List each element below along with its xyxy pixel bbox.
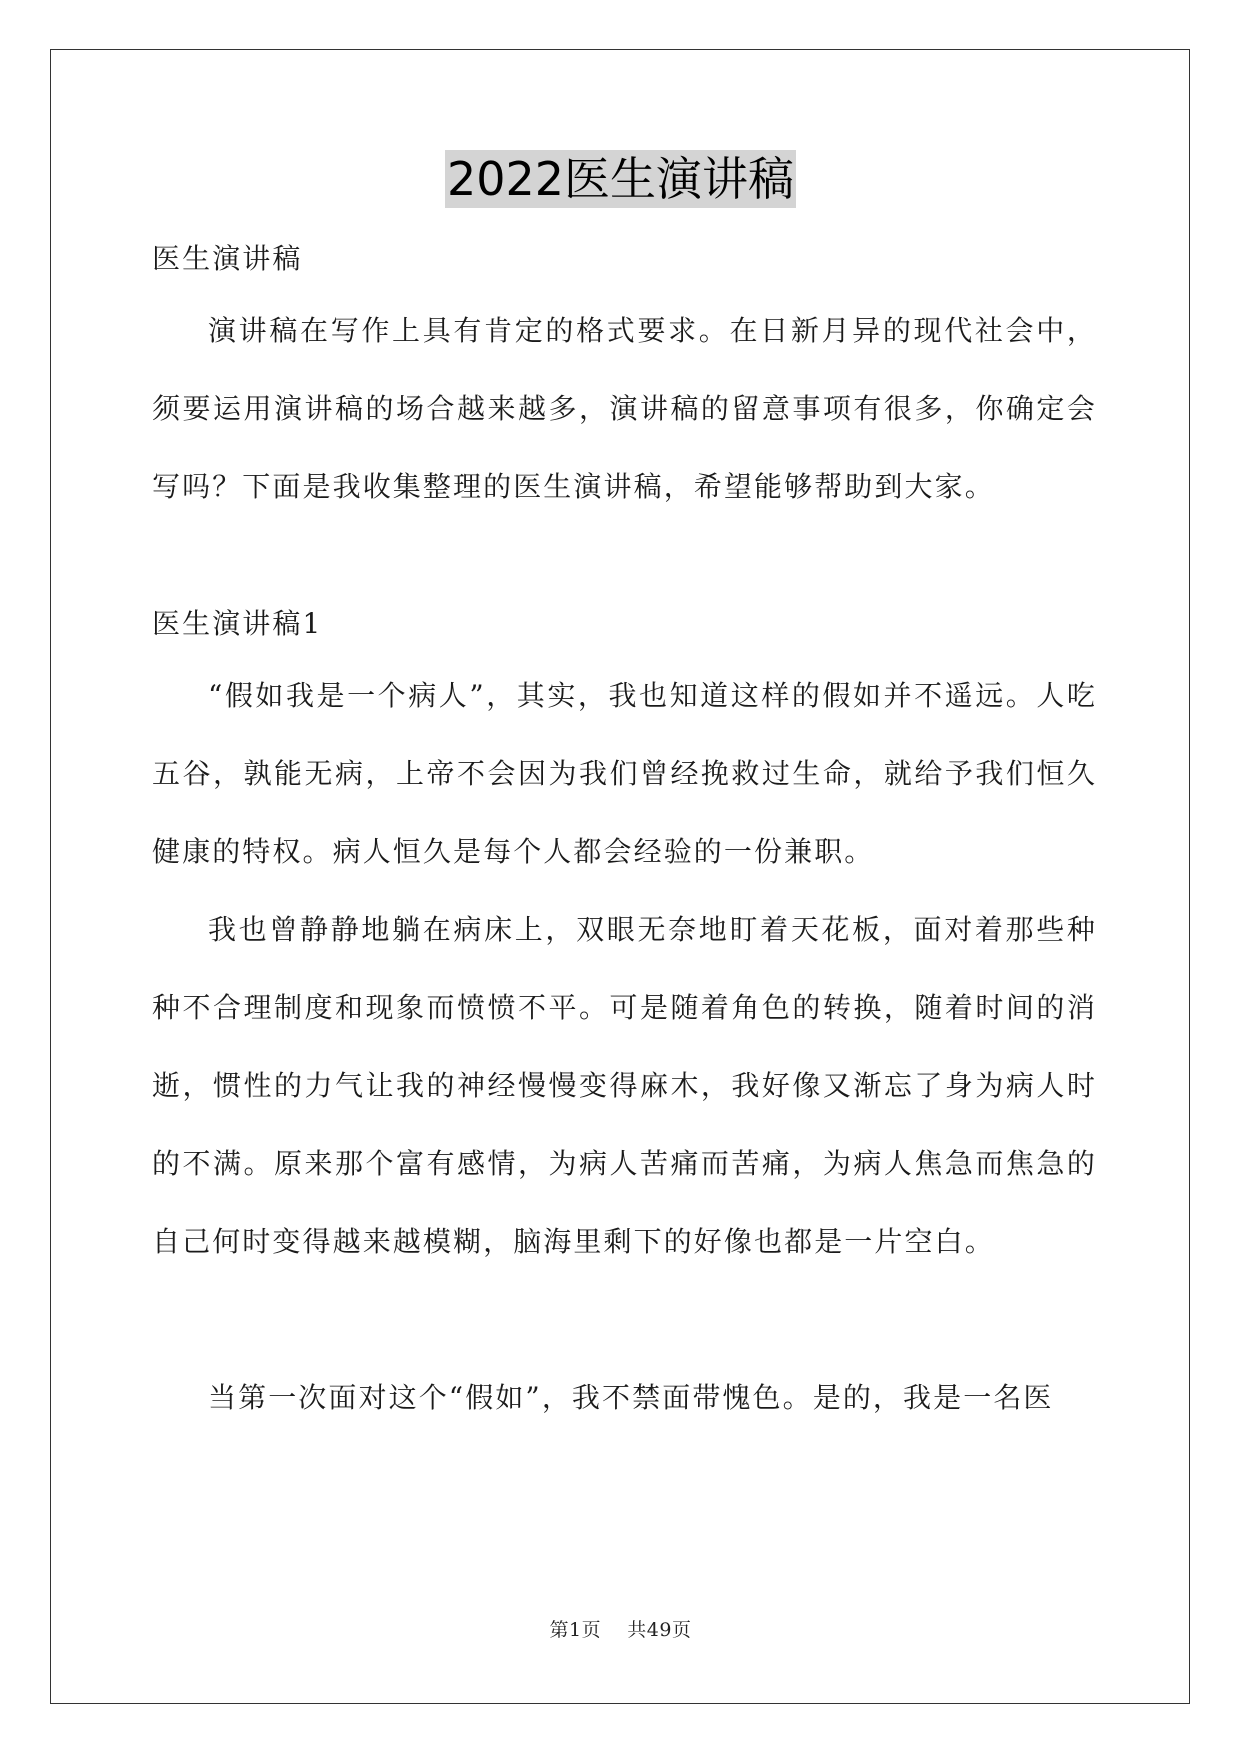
section1-paragraph-3: 当第一次面对这个“假如”，我不禁面带愧色。是的，我是一名医 [208, 1381, 1054, 1414]
intro-paragraph: 演讲稿在写作上具有肯定的格式要求。在日新月异的现代社会中，须要运用演讲稿的场合越来越多，演讲稿的留意事项有很多，你确定会写吗？下面是我收集整理的医生演讲稿，希望能够帮助到大家。 [152, 314, 1097, 503]
page-number: 第1页 [549, 1619, 602, 1641]
intro-heading: 医生演讲稿 [152, 242, 303, 275]
document-title: 2022医生演讲稿 [446, 152, 795, 206]
section1-heading: 医生演讲稿1 [152, 607, 323, 640]
title-container [0, 150, 1241, 208]
section1-paragraph-1: “假如我是一个病人”，其实，我也知道这样的假如并不遥远。人吃五谷，孰能无病，上帝不会因为我们曾经挽救过生命，就给予我们恒久健康的特权。病人恒久是每个人都会经验的一份兼职。 [152, 679, 1097, 868]
page-footer [0, 1615, 1241, 1642]
section1-paragraph-2: 我也曾静静地躺在病床上，双眼无奈地盯着天花板，面对着那些种种不合理制度和现象而愤愤不平。可是随着角色的转换，随着时间的消逝，惯性的力气让我的神经慢慢变得麻木，我好像又渐忘了身为病人时的不满。原来那个富有感情，为病人苦痛而苦痛，为病人焦急而焦急的自己何时变得越来越模糊，脑海里剩下的好像也都是一片空白。 [152, 913, 1097, 1258]
total-pages: 共49页 [627, 1619, 692, 1641]
